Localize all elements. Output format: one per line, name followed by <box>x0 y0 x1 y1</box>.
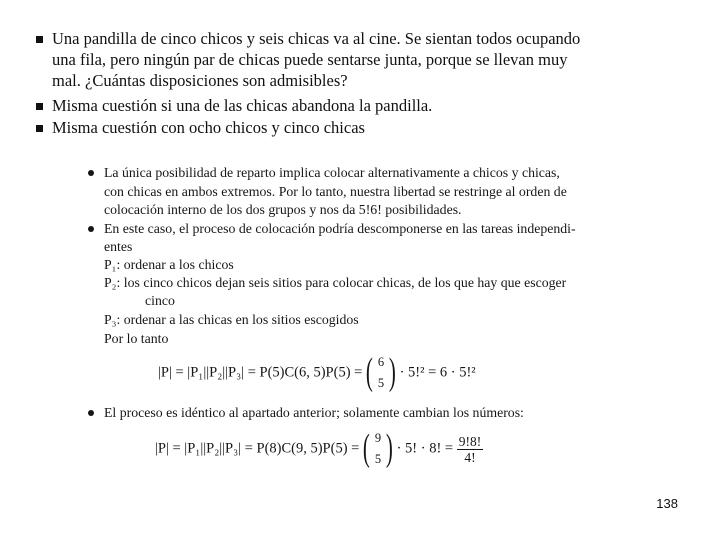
fraction-denominator: 4! <box>464 449 476 465</box>
formula-1-right: · 5!² = 6 · 5!² <box>399 364 476 381</box>
question-1-line-2: una fila, pero ningún par de chicas puede sentarse junta, porque se llevan muy <box>52 50 568 69</box>
binomial-bottom: 5 <box>374 452 382 466</box>
square-bullet-icon <box>36 36 43 43</box>
binomial-9-5: ( 9 5 ) <box>362 427 394 469</box>
formula-2-mid: · 5! · 8! = <box>396 440 454 457</box>
round-bullet-icon <box>88 226 94 232</box>
question-2-line-1: Misma cuestión si una de las chicas abandona la pandilla. <box>52 96 433 115</box>
question-1-line-3: mal. ¿Cuántas disposiciones son admisibles? <box>52 71 348 90</box>
step-p1: P₁: ordenar a los chicos <box>104 257 234 272</box>
fraction-numerator: 9!8! <box>458 433 482 449</box>
answer-1-line-2: con chicas en ambos extremos. Por lo tanto, nuestra libertad se restringe al orden de <box>104 183 567 199</box>
step-p2-line-2: cinco <box>145 293 175 308</box>
question-3-line-1: Misma cuestión con ocho chicos y cinco chicas <box>52 118 365 137</box>
formula-1 <box>158 351 476 393</box>
answer-3-line-1: El proceso es idéntico al apartado anterior; solamente cambian los números: <box>104 405 524 420</box>
por-lo-tanto: Por lo tanto <box>104 331 169 346</box>
binomial-top: 6 <box>377 355 385 369</box>
step-p2-line-1: P₂: los cinco chicos dejan seis sitios para colocar chicas, de los que hay que escoger <box>104 275 567 290</box>
round-bullet-icon <box>88 410 94 416</box>
answer-2-line-2: entes <box>104 239 133 254</box>
page-number: 138 <box>656 496 678 511</box>
question-1-line-1: Una pandilla de cinco chicos y seis chicas va al cine. Se sientan todos ocupando <box>52 29 581 48</box>
square-bullet-icon <box>36 125 43 132</box>
round-bullet-icon <box>88 170 94 176</box>
square-bullet-icon <box>36 103 43 110</box>
step-p3: P₃: ordenar a las chicas en los sitios escogidos <box>104 312 359 327</box>
answer-1-line-1: La única posibilidad de reparto implica colocar alternativamente a chicos y chicas, <box>104 165 560 180</box>
formula-1-left: |P| = |P₁||P₂||P₃| = P(5)C(6, 5)P(5) = <box>158 364 363 381</box>
answer-1-line-3: colocación interno de los dos grupos y nos da 5!6! posibilidades. <box>104 202 462 217</box>
fraction <box>457 434 484 465</box>
binomial-6-5: ( 6 5 ) <box>365 351 397 393</box>
answer-2-line-1: En este caso, el proceso de colocación podría descomponerse en las tareas independi- <box>104 221 576 236</box>
formula-2 <box>155 427 483 469</box>
binomial-top: 9 <box>374 431 382 445</box>
binomial-bottom: 5 <box>377 376 385 390</box>
formula-2-left: |P| = |P₁||P₂||P₃| = P(8)C(9, 5)P(5) = <box>155 440 360 457</box>
